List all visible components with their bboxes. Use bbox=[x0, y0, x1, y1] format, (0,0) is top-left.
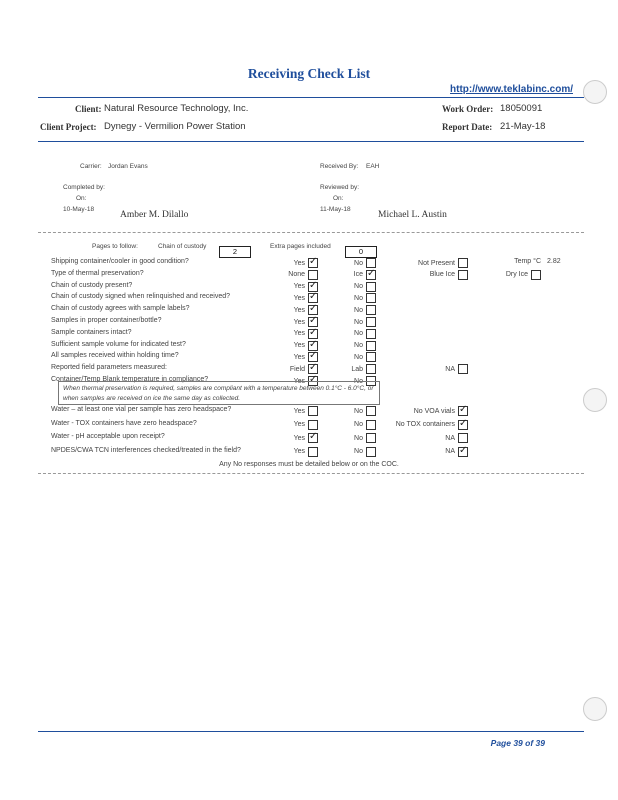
answer-b-label: No bbox=[354, 434, 363, 442]
checkbox[interactable] bbox=[308, 258, 318, 268]
answer-b-label: No bbox=[354, 448, 363, 455]
answer-c-option bbox=[358, 433, 468, 443]
page-title: Receiving Check List bbox=[247, 66, 371, 81]
checkbox[interactable] bbox=[366, 352, 376, 362]
checkbox[interactable] bbox=[366, 317, 376, 327]
answer-c-label: NA bbox=[445, 434, 455, 442]
answer-a-label: Yes bbox=[293, 448, 305, 455]
coc-count-value: 2 bbox=[219, 246, 251, 258]
answer-c-label: No TOX containers bbox=[395, 421, 455, 428]
client-label: Client: bbox=[75, 104, 102, 114]
temperature-value: 2.82 bbox=[547, 258, 561, 265]
question-text: Water – at least one vial per sample has zero headspace? bbox=[51, 406, 232, 413]
no-responses-note: Any No responses must be detailed below or on the COC. bbox=[219, 461, 399, 468]
question-text: Container/Temp Blank temperature in compliance? bbox=[51, 376, 209, 383]
checkbox[interactable] bbox=[308, 420, 318, 430]
answer-a-label: Yes bbox=[293, 434, 305, 442]
answer-a-option bbox=[258, 420, 318, 430]
completed-on-label: On: bbox=[76, 195, 87, 202]
question-text: Chain of custody present? bbox=[51, 281, 133, 289]
answer-b-option bbox=[331, 317, 376, 327]
answer-a-option bbox=[258, 258, 318, 268]
report-date-label: Report Date: bbox=[442, 122, 493, 132]
answer-c-option bbox=[358, 420, 468, 430]
checkbox[interactable] bbox=[458, 433, 468, 443]
checklist-row bbox=[51, 352, 551, 363]
checklist-row bbox=[51, 406, 551, 417]
answer-b-option bbox=[331, 341, 376, 351]
reviewed-on-label: On: bbox=[333, 195, 344, 202]
checkbox[interactable] bbox=[308, 433, 318, 443]
answer-c-label: NA bbox=[445, 365, 455, 373]
checklist-row bbox=[51, 258, 561, 269]
answer-b-option bbox=[331, 305, 376, 315]
question-text: Type of thermal preservation? bbox=[51, 269, 144, 277]
answer-a-option bbox=[258, 341, 318, 351]
answer-b-label: No bbox=[354, 259, 363, 267]
section-divider bbox=[38, 232, 584, 233]
reviewed-date: 11-May-18 bbox=[320, 206, 351, 213]
answer-c-label: Blue Ice bbox=[429, 271, 455, 279]
answer-c-option bbox=[358, 258, 468, 268]
answer-b-option bbox=[331, 352, 376, 362]
checkbox[interactable] bbox=[308, 305, 318, 315]
bottom-divider bbox=[38, 473, 584, 474]
checkbox[interactable] bbox=[366, 293, 376, 303]
checkbox[interactable] bbox=[366, 282, 376, 292]
checkbox[interactable] bbox=[308, 317, 318, 327]
checkbox[interactable] bbox=[458, 270, 468, 280]
answer-a-option bbox=[258, 270, 318, 280]
question-text: Reported field parameters measured: bbox=[51, 364, 167, 372]
answer-c-option bbox=[358, 447, 468, 457]
answer-b-label: No bbox=[354, 421, 363, 428]
reviewed-by-label: Reviewed by: bbox=[320, 184, 360, 191]
received-by-value: EAH bbox=[366, 163, 380, 170]
answer-a-option bbox=[258, 305, 318, 315]
answer-a-label: Yes bbox=[293, 330, 305, 338]
answer-c-label: No VOA vials bbox=[413, 407, 455, 415]
answer-b-option bbox=[331, 293, 376, 303]
answer-b-label: No bbox=[354, 353, 363, 361]
answer-b-option bbox=[331, 329, 376, 339]
answer-a-option bbox=[258, 317, 318, 327]
answer-a-label: Yes bbox=[293, 318, 305, 326]
answer-b-label: No bbox=[354, 407, 363, 415]
coc-label: Chain of custody bbox=[158, 243, 207, 250]
answer-c-label: NA bbox=[445, 448, 455, 455]
answer-a-label: Yes bbox=[293, 407, 305, 415]
header-rule-bottom bbox=[38, 141, 584, 142]
answer-b-label: No bbox=[354, 306, 363, 314]
carrier-value: Jordan Evans bbox=[108, 163, 148, 170]
answer-a-label: Yes bbox=[293, 306, 305, 314]
answer-b-option bbox=[331, 282, 376, 292]
binder-hole-icon bbox=[583, 80, 607, 104]
checklist-row bbox=[51, 293, 551, 304]
question-text: Sample containers intact? bbox=[51, 328, 132, 336]
checklist-row bbox=[51, 282, 551, 293]
checklist-row bbox=[51, 341, 551, 352]
checkbox[interactable] bbox=[458, 406, 468, 416]
extra-pages-label: Extra pages included bbox=[270, 243, 331, 250]
checklist-row bbox=[51, 420, 551, 431]
checklist-row bbox=[51, 305, 551, 316]
answer-a-label: Yes bbox=[293, 283, 305, 291]
answer-a-label: Yes bbox=[293, 353, 305, 361]
answer-a-option bbox=[258, 352, 318, 362]
answer-c-option bbox=[358, 270, 468, 280]
answer-d-label: Dry Ice bbox=[505, 271, 528, 279]
answer-c-option bbox=[358, 406, 468, 416]
checkbox[interactable] bbox=[458, 447, 468, 457]
footer-rule bbox=[38, 731, 584, 732]
checkbox[interactable] bbox=[458, 364, 468, 374]
answer-a-label: Yes bbox=[293, 421, 305, 428]
binder-hole-icon bbox=[583, 388, 607, 412]
answer-b-label: Ice bbox=[353, 271, 363, 279]
answer-a-label: Yes bbox=[293, 259, 305, 267]
checklist-row bbox=[51, 364, 551, 375]
extra-pages-box[interactable] bbox=[345, 241, 377, 259]
answer-a-option bbox=[258, 329, 318, 339]
checklist-row bbox=[51, 329, 551, 340]
lab-url-link[interactable]: http://www.teklabinc.com/ bbox=[450, 84, 573, 95]
checkbox[interactable] bbox=[308, 341, 318, 351]
header-rule-top bbox=[38, 97, 584, 98]
checkbox[interactable] bbox=[308, 364, 318, 374]
completed-by-label: Completed by: bbox=[63, 184, 105, 191]
answer-b-label: No bbox=[354, 342, 363, 350]
checkbox[interactable] bbox=[308, 293, 318, 303]
question-text: Shipping container/cooler in good condition? bbox=[51, 258, 189, 265]
question-text: Water - pH acceptable upon receipt? bbox=[51, 433, 165, 440]
checkbox[interactable] bbox=[308, 352, 318, 362]
checklist-row bbox=[51, 317, 551, 328]
received-by-label: Received By: bbox=[320, 163, 359, 170]
question-text: All samples received within holding time? bbox=[51, 352, 179, 360]
checkbox[interactable] bbox=[308, 406, 318, 416]
project-value: Dynegy - Vermilion Power Station bbox=[104, 121, 246, 132]
answer-b-label: Lab bbox=[351, 365, 363, 373]
project-label: Client Project: bbox=[40, 122, 97, 132]
binder-hole-icon bbox=[583, 697, 607, 721]
answer-d-option bbox=[481, 258, 541, 265]
checkbox[interactable] bbox=[366, 305, 376, 315]
checkbox[interactable] bbox=[366, 341, 376, 351]
work-order-label: Work Order: bbox=[442, 104, 494, 114]
checklist-row bbox=[51, 433, 551, 444]
answer-b-label: No bbox=[354, 283, 363, 291]
answer-c-option bbox=[358, 364, 468, 374]
coc-count-box[interactable] bbox=[219, 241, 251, 259]
answer-a-option bbox=[258, 447, 318, 457]
question-text: Samples in proper container/bottle? bbox=[51, 317, 162, 324]
reviewed-signature: Michael L. Austin bbox=[378, 210, 447, 220]
checklist-row bbox=[51, 270, 551, 281]
question-text: Water - TOX containers have zero headspace? bbox=[51, 419, 197, 427]
answer-b-label: No bbox=[354, 330, 363, 338]
checkbox[interactable] bbox=[531, 270, 541, 280]
answer-a-label: Field bbox=[289, 365, 305, 373]
question-text: NPDES/CWA TCN interferences checked/treated in the field? bbox=[51, 446, 241, 454]
answer-a-option bbox=[258, 364, 318, 374]
report-date-value: 21-May-18 bbox=[500, 121, 546, 132]
answer-c-label: Not Present bbox=[418, 259, 455, 267]
checkbox[interactable] bbox=[308, 270, 318, 280]
answer-a-label: Yes bbox=[293, 377, 305, 385]
carrier-label: Carrier: bbox=[80, 163, 102, 170]
checkbox[interactable] bbox=[308, 329, 318, 339]
page-number: Page 39 of 39 bbox=[490, 738, 545, 748]
answer-d-label: Temp °C bbox=[514, 258, 541, 265]
answer-a-option bbox=[258, 282, 318, 292]
checkbox[interactable] bbox=[366, 329, 376, 339]
question-text: Chain of custody agrees with sample labels? bbox=[51, 305, 190, 313]
question-text: Sufficient sample volume for indicated test? bbox=[51, 340, 186, 348]
completed-signature: Amber M. Dilallo bbox=[120, 210, 189, 220]
checkbox[interactable] bbox=[308, 447, 318, 457]
answer-a-label: Yes bbox=[293, 294, 305, 302]
work-order-value: 18050091 bbox=[500, 103, 543, 114]
checkbox[interactable] bbox=[308, 282, 318, 292]
answer-b-label: No bbox=[354, 318, 363, 326]
answer-b-label: No bbox=[354, 377, 363, 385]
completed-date: 10-May-18 bbox=[63, 206, 95, 213]
answer-a-option bbox=[258, 406, 318, 416]
checkbox[interactable] bbox=[458, 420, 468, 430]
extra-pages-value: 0 bbox=[345, 246, 377, 258]
answer-d-option bbox=[481, 270, 541, 280]
answer-b-label: No bbox=[354, 294, 363, 302]
question-text: Chain of custody signed when relinquished and received? bbox=[51, 293, 231, 301]
answer-a-option bbox=[258, 293, 318, 303]
pages-to-follow-label: Pages to follow: bbox=[92, 243, 138, 250]
answer-a-label: None bbox=[288, 271, 305, 279]
client-value: Natural Resource Technology, Inc. bbox=[104, 103, 249, 114]
checkbox[interactable] bbox=[458, 258, 468, 268]
thermal-preservation-note: When thermal preservation is required, samples are compliant with a temperature between 0.1°C - 6.0°C, or when samples are received on ice the same day as collected. bbox=[58, 381, 380, 405]
checklist-row bbox=[51, 447, 551, 458]
answer-a-option bbox=[258, 433, 318, 443]
answer-a-label: Yes bbox=[293, 342, 305, 350]
